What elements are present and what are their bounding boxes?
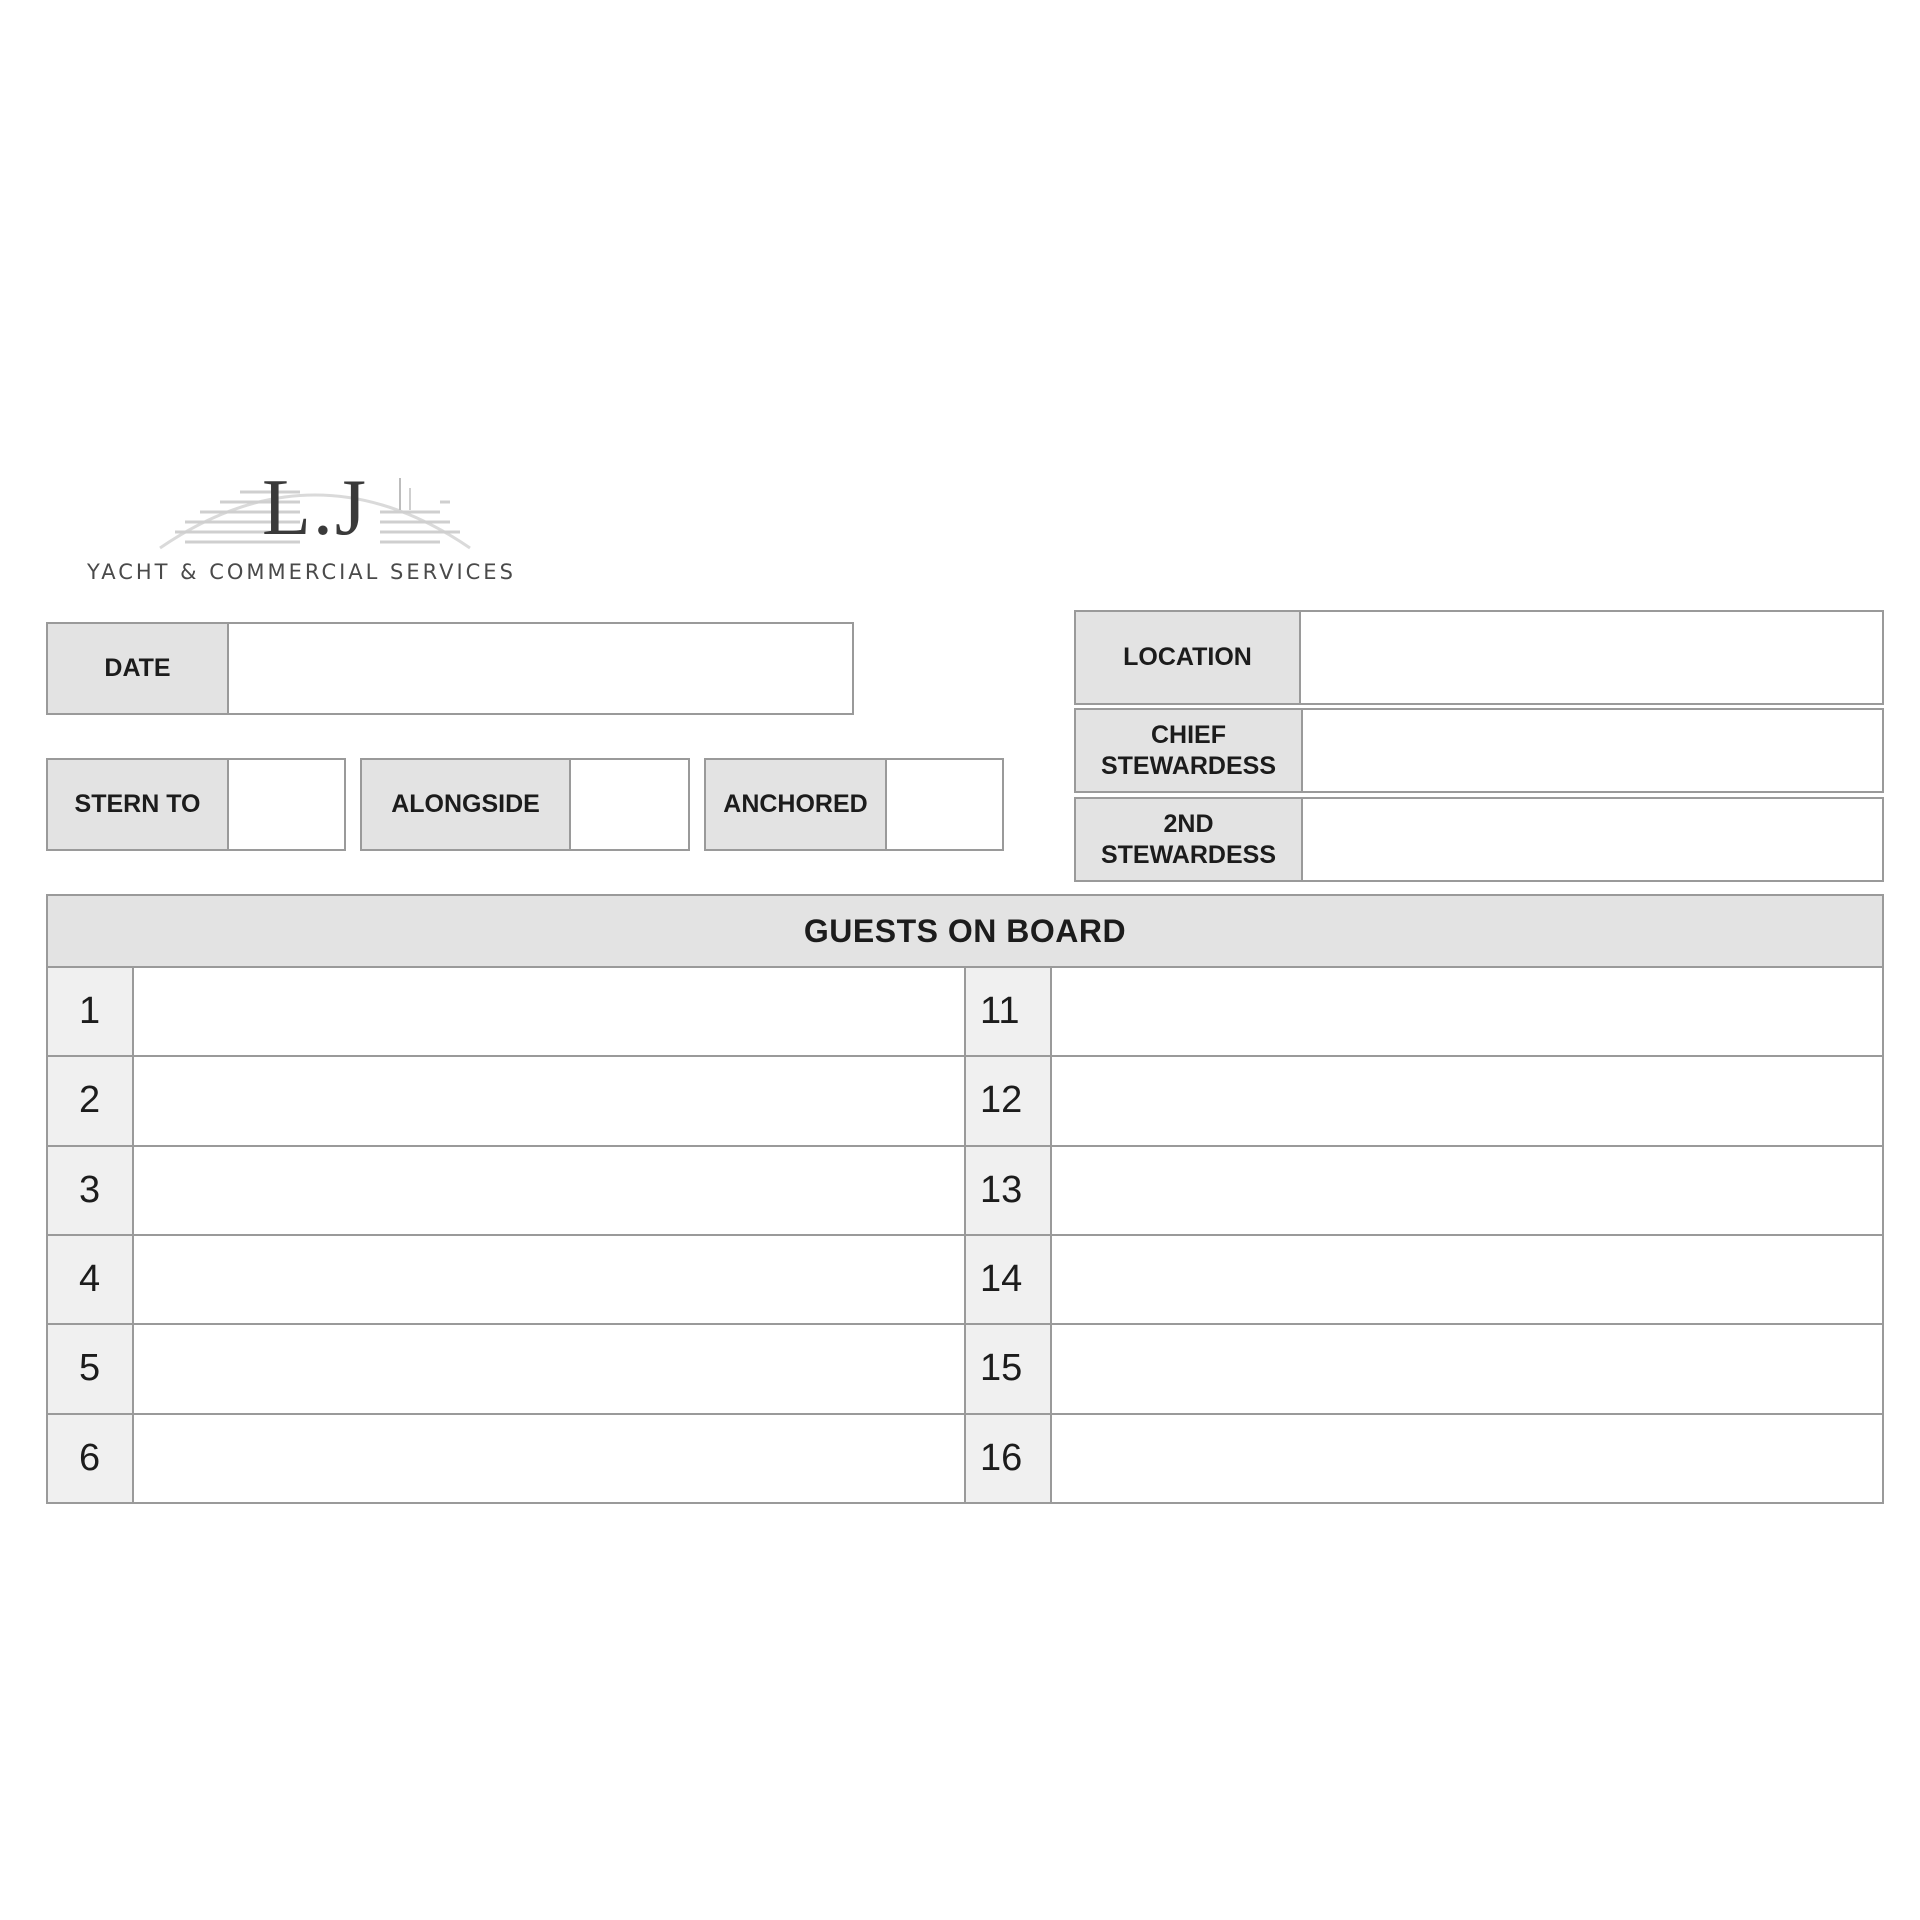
second-stewardess-input[interactable]	[1303, 799, 1882, 880]
guest-name-input[interactable]	[134, 1057, 964, 1144]
guest-row	[48, 1057, 964, 1146]
guest-row	[48, 1325, 964, 1414]
guest-name-input[interactable]	[134, 1325, 964, 1412]
guest-number: 13	[966, 1147, 1052, 1234]
guest-name-input[interactable]	[1052, 968, 1882, 1055]
date-field	[46, 622, 854, 715]
stern-to-field	[46, 758, 346, 851]
guest-number: 4	[48, 1236, 134, 1323]
guest-name-input[interactable]	[134, 1415, 964, 1502]
guest-row	[48, 1415, 964, 1502]
chief-stewardess-label-line1: CHIEF	[1151, 720, 1226, 749]
date-label: DATE	[48, 624, 229, 713]
stern-to-checkbox[interactable]	[229, 760, 344, 849]
location-field	[1074, 610, 1884, 705]
alongside-checkbox[interactable]	[571, 760, 688, 849]
guest-row	[966, 1415, 1882, 1502]
guest-name-input[interactable]	[1052, 1325, 1882, 1412]
guest-row	[48, 1236, 964, 1325]
guest-name-input[interactable]	[1052, 1057, 1882, 1144]
second-stewardess-label	[1076, 799, 1303, 880]
guest-name-input[interactable]	[134, 1147, 964, 1234]
guests-grid	[48, 968, 1882, 1502]
guest-row	[966, 1325, 1882, 1414]
guest-number: 1	[48, 968, 134, 1055]
second-stewardess-label-line2: STEWARDESS	[1100, 840, 1277, 869]
chief-stewardess-field	[1074, 708, 1884, 793]
guest-row	[966, 1057, 1882, 1146]
guests-column-left	[48, 968, 966, 1502]
logo-monogram: L.J	[262, 464, 368, 552]
alongside-label: ALONGSIDE	[362, 760, 571, 849]
alongside-field	[360, 758, 690, 851]
guest-number: 11	[966, 968, 1052, 1055]
guest-number: 3	[48, 1147, 134, 1234]
guests-column-right	[966, 968, 1882, 1502]
second-stewardess-label-line1: 2ND	[1163, 809, 1214, 838]
guest-name-input[interactable]	[134, 968, 964, 1055]
guest-number: 15	[966, 1325, 1052, 1412]
guest-name-input[interactable]	[1052, 1415, 1882, 1502]
anchored-field	[704, 758, 1004, 851]
chief-stewardess-label-line2: STEWARDESS	[1100, 751, 1277, 780]
location-input[interactable]	[1301, 612, 1882, 703]
guest-row	[48, 968, 964, 1057]
date-input[interactable]	[229, 624, 852, 713]
guest-row	[966, 1236, 1882, 1325]
guest-name-input[interactable]	[1052, 1147, 1882, 1234]
guest-row	[966, 1147, 1882, 1236]
guest-row	[48, 1147, 964, 1236]
chief-stewardess-label	[1076, 710, 1303, 791]
guests-table	[46, 894, 1884, 1504]
chief-stewardess-input[interactable]	[1303, 710, 1882, 791]
guest-number: 12	[966, 1057, 1052, 1144]
guest-row	[966, 968, 1882, 1057]
guest-number: 14	[966, 1236, 1052, 1323]
guest-number: 6	[48, 1415, 134, 1502]
guest-number: 2	[48, 1057, 134, 1144]
anchored-checkbox[interactable]	[887, 760, 1002, 849]
location-label: LOCATION	[1076, 612, 1301, 703]
company-logo	[80, 462, 550, 592]
second-stewardess-field	[1074, 797, 1884, 882]
guests-table-title: GUESTS ON BOARD	[48, 896, 1882, 968]
guest-name-input[interactable]	[134, 1236, 964, 1323]
guest-name-input[interactable]	[1052, 1236, 1882, 1323]
stern-to-label: STERN TO	[48, 760, 229, 849]
anchored-label: ANCHORED	[706, 760, 887, 849]
guest-number: 5	[48, 1325, 134, 1412]
logo-tagline: YACHT & COMMERCIAL SERVICES	[87, 560, 516, 584]
guest-number: 16	[966, 1415, 1052, 1502]
